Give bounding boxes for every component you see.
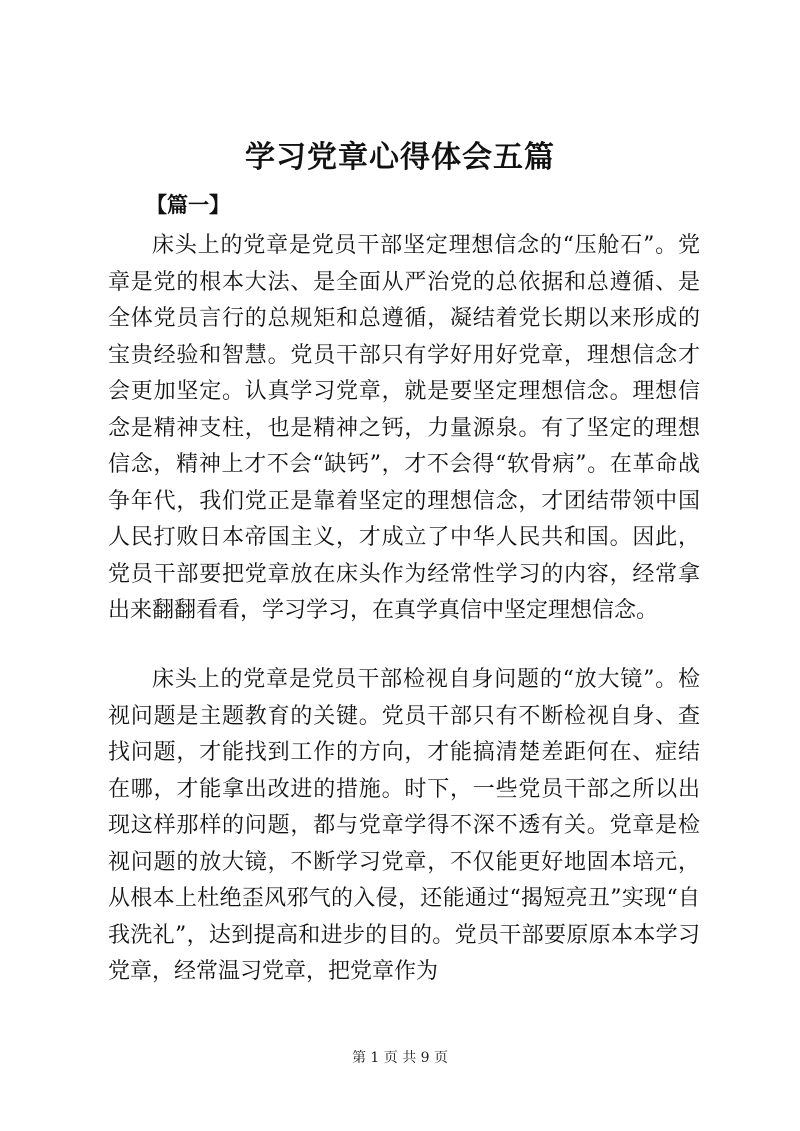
paragraph-2: 床头上的党章是党员干部检视自身问题的“放大镜”。检视问题是主题教育的关键。党员干部只有不断检视自身、查找问题，才能找到工作的方向，才能搞清楚差距何在、症结在哪，才能拿出改进的措施。时下，一些党员干部之所以出现这样那样的问题，都与党章学得不深不透有关。党章是检视问题的放大镜，不断学习党章，不仅能更好地固本培元，从根本上杜绝歪风邪气的入侵，还能通过“揭短亮丑”实现“自我洗礼”，达到提高和进步的目的。党员干部要原原本本学习党章，经常温习党章，把党章作为	[108, 667, 700, 984]
section-heading: 【篇一】	[146, 192, 230, 217]
paragraph-1: 床头上的党章是党员干部坚定理想信念的“压舱石”。党章是党的根本大法、是全面从严治党的总依据和总遵循、是全体党员言行的总规矩和总遵循，凝结着党长期以来形成的宝贵经验和智慧。党员干部只有学好用好党章，理想信念才会更加坚定。认真学习党章，就是要坚定理想信念。理想信念是精神支柱，也是精神之钙，力量源泉。有了坚定的理想信念，精神上才不会“缺钙”，才不会得“软骨病”。在革命战争年代，我们党正是靠着坚定的理想信念，才团结带领中国人民打败日本帝国主义，才成立了中华人民共和国。因此，党员干部要把党章放在床头作为经常性学习的内容，经常拿出来翻翻看看，学习学习，在真学真信中坚定理想信念。	[108, 233, 700, 623]
document-title: 学习党章心得体会五篇	[245, 140, 555, 175]
page-footer: 第 1 页 共 9 页	[351, 1050, 449, 1066]
